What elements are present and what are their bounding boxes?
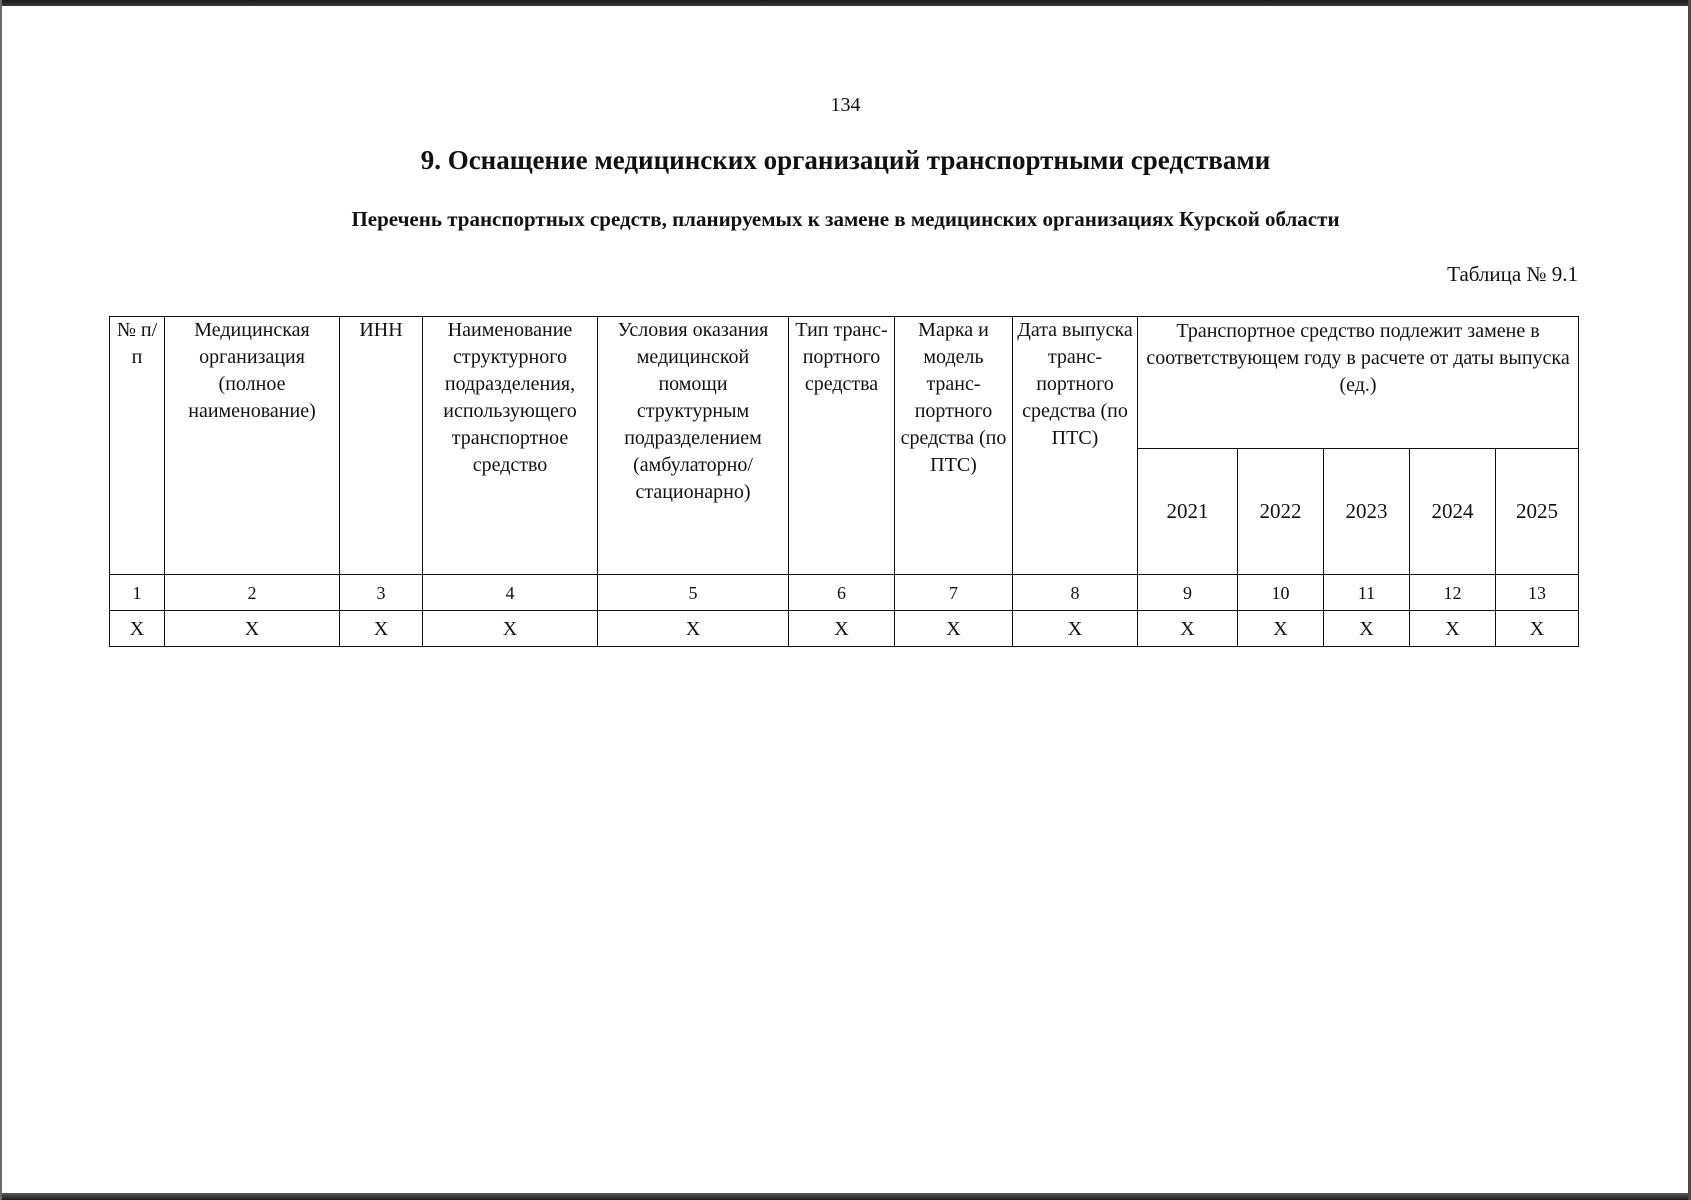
column-number-cell: 4 bbox=[423, 575, 598, 611]
header-cell-make-model: Марка и модель транс-портного средства (по ПТС) bbox=[895, 317, 1013, 575]
table-cell: Х bbox=[165, 611, 340, 647]
scan-border-left bbox=[0, 0, 2, 1200]
header-cell-organization: Медицинская организация (полное наименование) bbox=[165, 317, 340, 575]
table-cell: Х bbox=[1238, 611, 1324, 647]
table-cell: Х bbox=[340, 611, 423, 647]
table-cell: Х bbox=[895, 611, 1013, 647]
header-cell-subdivision: Наименование структурного подразделения, использующего транспортное средство bbox=[423, 317, 598, 575]
column-number-cell: 6 bbox=[789, 575, 895, 611]
column-number-cell: 12 bbox=[1410, 575, 1496, 611]
page-number: 134 bbox=[830, 94, 861, 116]
header-cell-inn: ИНН bbox=[340, 317, 423, 575]
table-cell: Х bbox=[1496, 611, 1579, 647]
column-number-cell: 2 bbox=[165, 575, 340, 611]
column-number-cell: 11 bbox=[1324, 575, 1410, 611]
section-title: 9. Оснащение медицинских организаций транспортными средствами bbox=[420, 145, 1271, 175]
scan-border-bottom bbox=[0, 1193, 1691, 1200]
table-cell: Х bbox=[110, 611, 165, 647]
column-number-cell: 9 bbox=[1138, 575, 1238, 611]
header-cell-year-2023: 2023 bbox=[1324, 449, 1410, 575]
header-cell-release-date: Дата выпуска транс-портного средства (по ПТС) bbox=[1013, 317, 1138, 575]
header-cell-year-2024: 2024 bbox=[1410, 449, 1496, 575]
column-number-cell: 5 bbox=[598, 575, 789, 611]
header-cell-year-2022: 2022 bbox=[1238, 449, 1324, 575]
table-cell: Х bbox=[1324, 611, 1410, 647]
header-row-top bbox=[110, 317, 1579, 449]
column-number-cell: 1 bbox=[110, 575, 165, 611]
column-number-cell: 3 bbox=[340, 575, 423, 611]
column-number-cell: 7 bbox=[895, 575, 1013, 611]
table-cell: Х bbox=[1410, 611, 1496, 647]
table-subtitle: Перечень транспортных средств, планируемых к замене в медицинских организациях Курской области bbox=[351, 207, 1340, 231]
header-cell-vehicle-type: Тип транс-портного средства bbox=[789, 317, 895, 575]
scan-border-top bbox=[0, 0, 1691, 6]
table-cell: Х bbox=[789, 611, 895, 647]
table-row bbox=[110, 611, 1579, 647]
header-cell-year-2021: 2021 bbox=[1138, 449, 1238, 575]
table-cell: Х bbox=[1138, 611, 1238, 647]
header-cell-number: № п/п bbox=[110, 317, 165, 575]
vehicle-replacement-table bbox=[109, 316, 1579, 647]
column-number-cell: 8 bbox=[1013, 575, 1138, 611]
table-cell: Х bbox=[423, 611, 598, 647]
header-cell-year-2025: 2025 bbox=[1496, 449, 1579, 575]
column-number-cell: 10 bbox=[1238, 575, 1324, 611]
table-cell: Х bbox=[1013, 611, 1138, 647]
table-caption: Таблица № 9.1 bbox=[1447, 262, 1578, 286]
column-numbers-row bbox=[110, 575, 1579, 611]
table-cell: Х bbox=[598, 611, 789, 647]
header-cell-replacement-group: Транспортное средство подлежит замене в соответствующем году в расчете от даты выпуска (ед.) bbox=[1138, 317, 1579, 449]
column-number-cell: 13 bbox=[1496, 575, 1579, 611]
header-cell-care-conditions: Условия оказания медицинской помощи структурным подразделением (амбулаторно/ стационарно) bbox=[598, 317, 789, 575]
